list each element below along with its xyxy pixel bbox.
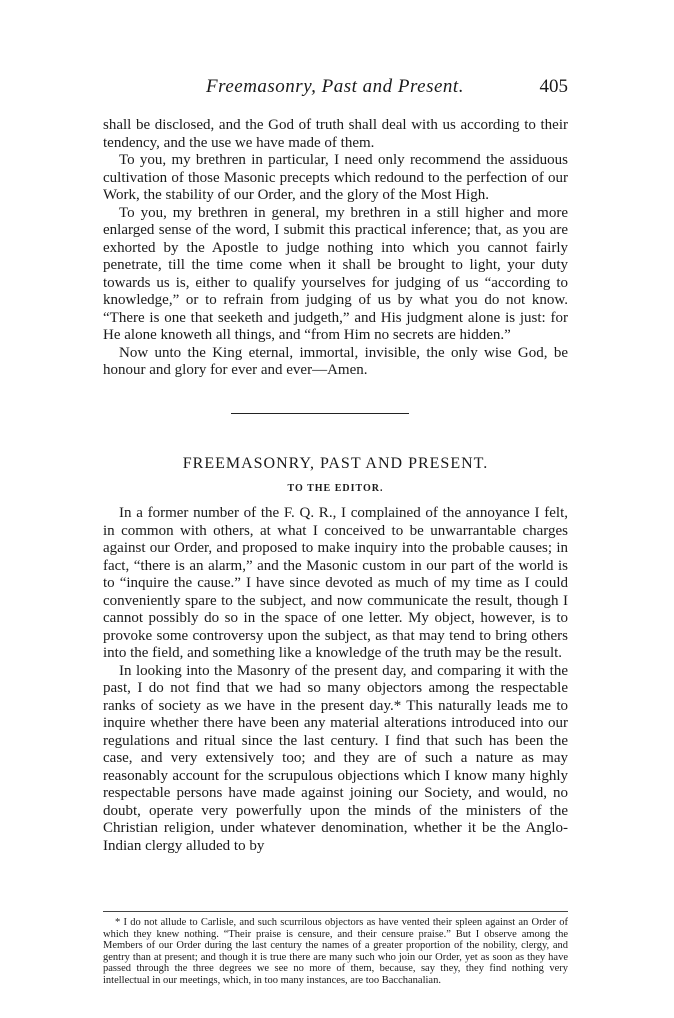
article-body <box>103 505 568 855</box>
footnote-rule <box>103 911 568 912</box>
section-divider <box>231 413 409 414</box>
article-addressee: TO THE EDITOR. <box>287 483 384 494</box>
page-number: 405 <box>539 76 568 97</box>
paragraph: To you, my brethren in general, my brethren in a still higher and more enlarged sense of the word, I submit this practical inference; that, as you are exhorted by the Apostle to judge nothing into which you cannot fairly penetrate, till the time come when it shall be brought to light, your duty towards us is, either to qualify yourselves for judging of us “according to knowledge,” or to refrain from judging of us by what you do not know. “There is one that seeketh and judgeth,” and His judgment alone is just: for He alone knoweth all things, and “from Him no secrets are hidden.” <box>103 204 568 343</box>
article-title: FREEMASONRY, PAST AND PRESENT. <box>182 455 489 472</box>
running-title: Freemasonry, Past and Present. <box>206 76 464 97</box>
sermon-conclusion <box>103 117 568 380</box>
page-header <box>100 76 570 102</box>
paragraph: shall be disclosed, and the God of truth shall deal with us according to their tendency, and the use we have made of them. <box>103 117 568 151</box>
footnote <box>103 917 568 986</box>
paragraph: To you, my brethren in particular, I need only recommend the assiduous cultivation of those Masonic precepts which redound to the perfection of our Work, the stability of our Order, and the glory of the Most High. <box>103 152 568 203</box>
footnote-text: * I do not allude to Carlisle, and such scurrilous objectors as have vented their spleen against an Order of which they knew nothing. “Their praise is censure, and their censure praise.” But I observe among the Members of our Order during the last century the names of a greater proportion of the nobility, clergy, and gentry than at present; and though it is true there are many such who join our Order, yet as soon as they have passed through the three degrees we see no more of them, because, say they, they find nothing very intellectual in our meetings, which, in too many instances, are too Bacchanalian. <box>103 917 568 986</box>
paragraph: In a former number of the F. Q. R., I complained of the annoyance I felt, in common with others, at what I conceived to be unwarrantable charges against our Order, and proposed to make inquiry into the probable causes; in fact, “there is an alarm,” and the Masonic custom in our part of the world is to “inquire the cause.” I have since devoted as much of my time as I could conveniently spare to the subject, and now communicate the result, though I cannot possibly do so in the space of one letter. My object, however, is to provoke some controversy upon the subject, as that may tend to bring others into the field, and something like a knowledge of the truth may be the result. <box>103 505 568 661</box>
paragraph: In looking into the Masonry of the present day, and comparing it with the past, I do not find that we had so many objectors among the respectable ranks of society as we have in the present day.* This naturally leads me to inquire whether there have been any material alterations introduced into our regulations and ritual since the last century. I find that such has been the case, and very extensively too; and they are of such a nature as may reasonably account for the scrupulous objections which I know many highly respectable persons have made against joining our Society, and would, no doubt, operate very powerfully upon the minds of the ministers of the Christian religion, under whatever denomination, whether it be the Anglo-Indian clergy alluded to by <box>103 662 568 854</box>
paragraph: Now unto the King eternal, immortal, invisible, the only wise God, be honour and glory for ever and ever—Amen. <box>103 344 568 378</box>
